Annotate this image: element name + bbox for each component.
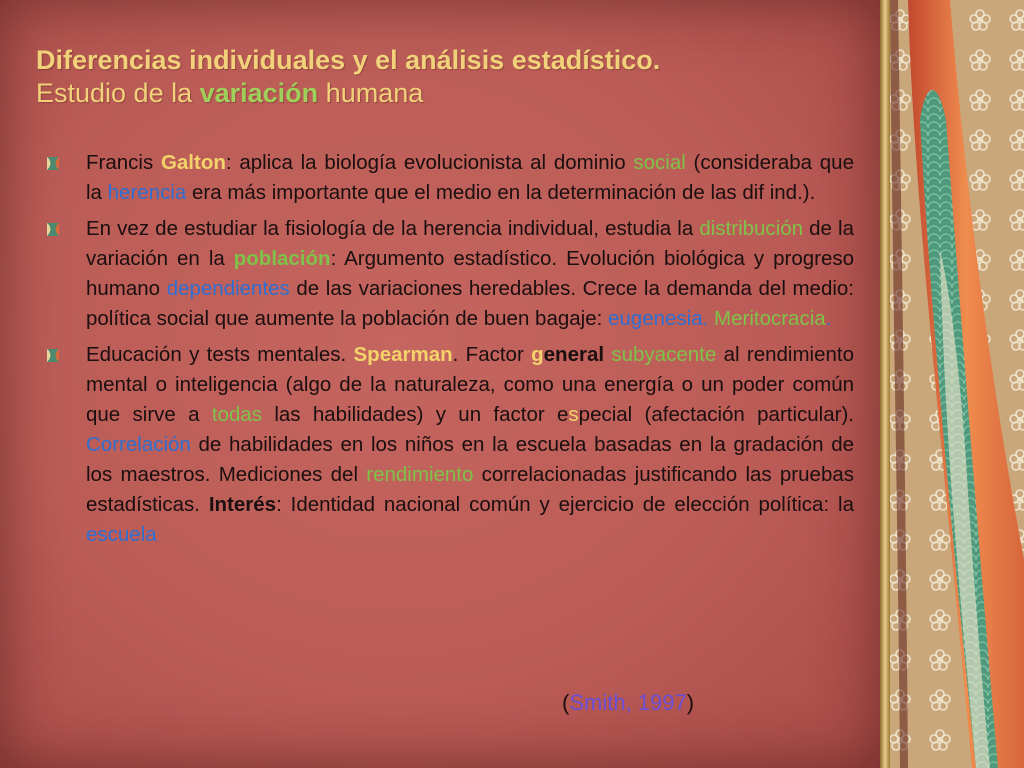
citation-close: ) xyxy=(686,690,695,715)
bullet-segment: . xyxy=(825,307,832,330)
citation-text: Smith, 1997 xyxy=(569,690,687,715)
bullet-segment: correlacionadas justificando las pruebas estadísticas. xyxy=(86,463,854,516)
bullet-segment: Francis xyxy=(86,151,161,174)
bullet-segment: dependientes xyxy=(166,277,290,300)
bullet-segment: era más importante que el medio en la determinación de las dif ind.). xyxy=(186,181,816,204)
title-accent: variación xyxy=(199,78,319,108)
bullet-icon xyxy=(46,156,60,171)
bullet-segment: : aplica la biología evolucionista al dominio xyxy=(225,151,634,174)
bullet-segment: Meritocracia xyxy=(714,307,826,330)
bullet-segment: : Argumento estadístico. Evolución biológica y progreso humano xyxy=(86,247,854,300)
bullet-segment: En vez de estudiar la fisiología de la herencia individual, estudia la xyxy=(86,217,700,240)
title-line-2-prefix: Estudio de la xyxy=(36,78,200,108)
bullet-segment: las habilidades) y un factor e xyxy=(262,403,569,426)
bullet-segment: s xyxy=(568,403,579,426)
bullet-segment: Spearman xyxy=(353,343,453,366)
bullet-icon xyxy=(46,222,60,237)
title-line-2-suffix: humana xyxy=(318,78,424,108)
bullet-segment: . Factor xyxy=(452,343,532,366)
bullet-list xyxy=(46,148,854,556)
bullet-segment: pecial (afectación particular). xyxy=(578,403,854,426)
bullet-segment: : Identidad nacional común y ejercicio de elección política: la xyxy=(276,493,854,516)
bullet-segment: (consideraba que la xyxy=(86,151,854,204)
bullet-segment: eugenesia. xyxy=(608,307,709,330)
bullet-segment: subyacente xyxy=(611,343,717,366)
bullet-segment: al rendimiento mental o inteligencia (algo de la naturaleza, como una energía o un poder común que sirve a xyxy=(86,343,854,426)
bullet-segment: Interés xyxy=(208,493,277,516)
bullet-segment: Galton xyxy=(160,151,226,174)
bullet-segment: todas xyxy=(211,403,263,426)
bullet-segment: rendimiento xyxy=(366,463,474,486)
floral-drape-decoration xyxy=(880,0,1024,768)
citation-open: ( xyxy=(562,690,570,715)
bullet-segment: eneral xyxy=(543,343,605,366)
bullet-segment: distribución xyxy=(699,217,804,240)
title-line-2 xyxy=(36,77,866,110)
bullet-segment: herencia xyxy=(107,181,187,204)
bullet-segment: escuela xyxy=(86,523,157,546)
bullet-icon xyxy=(46,348,60,363)
bullet-item xyxy=(46,148,854,208)
decorative-border xyxy=(880,0,1024,768)
bullet-segment: de la variación en la xyxy=(86,217,854,270)
bullet-segment: Educación y tests mentales. xyxy=(86,343,354,366)
bullet-segment: social xyxy=(633,151,686,174)
bullet-segment: Correlación xyxy=(86,433,191,456)
bullet-item xyxy=(46,214,854,334)
bullet-segment: de habilidades en los niños en la escuela basadas en la gradación de los maestros. Mediciones del xyxy=(86,433,854,486)
bullet-item xyxy=(46,340,854,550)
slide-title xyxy=(36,44,866,110)
bullet-segment: g xyxy=(531,343,544,366)
title-line-1: Diferencias individuales y el análisis estadístico. xyxy=(36,45,661,75)
citation xyxy=(562,690,694,716)
bullet-segment: de las variaciones heredables. Crece la demanda del medio: política social que aumente la población de buen bagaje: xyxy=(86,277,855,330)
bullet-segment: población xyxy=(233,247,331,270)
